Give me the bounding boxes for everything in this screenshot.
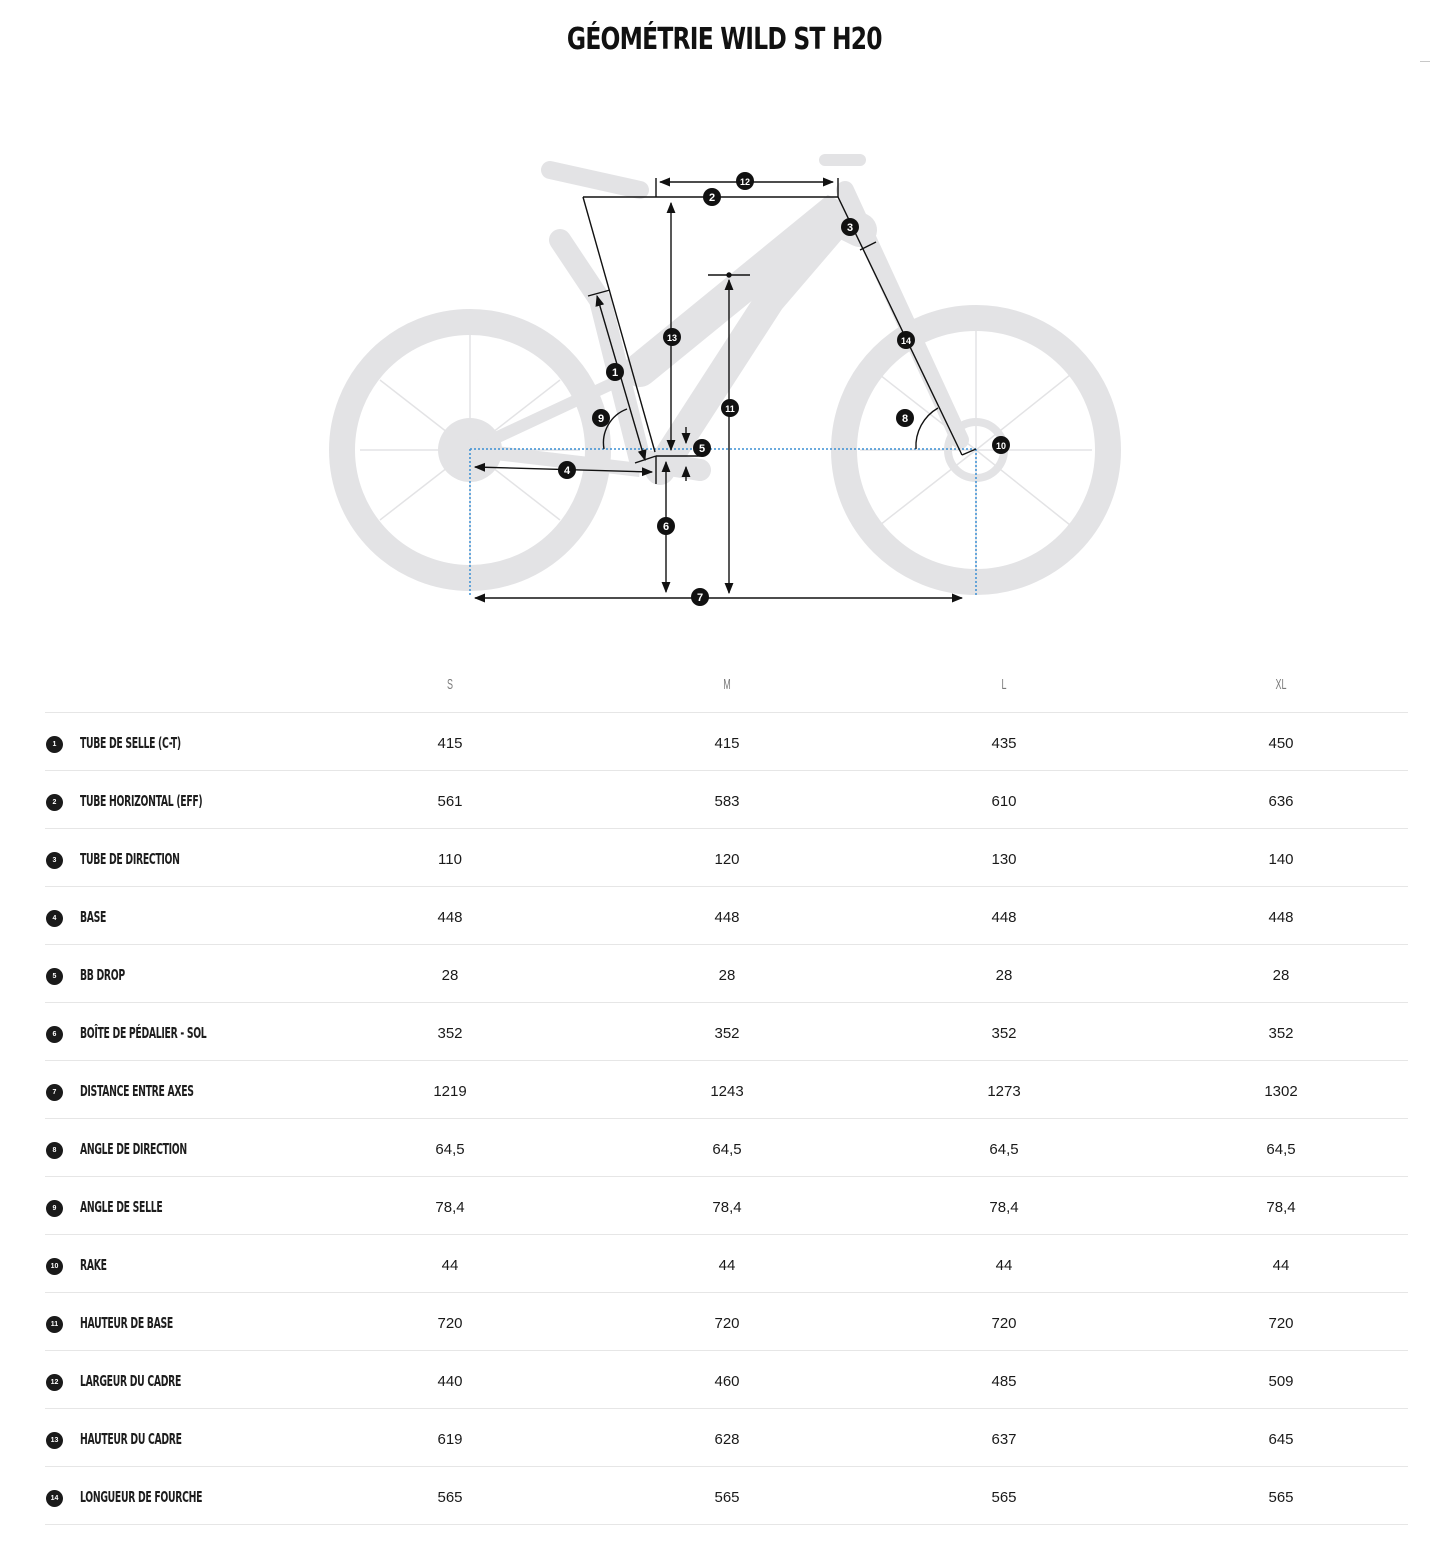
cell-value: 64,5: [435, 1141, 465, 1158]
number-badge: 12: [46, 1374, 63, 1391]
cell-value: 448: [991, 909, 1017, 926]
table-row: [45, 887, 1408, 945]
number-badge: 6: [46, 1026, 63, 1043]
cell-value: 460: [714, 1373, 740, 1390]
table-row: [45, 1177, 1408, 1235]
table-row: [45, 1409, 1408, 1467]
number-badge: 3: [46, 852, 63, 869]
measurement-label: HAUTEUR DU CADRE: [80, 1430, 182, 1448]
size-header-m: M: [723, 676, 731, 693]
table-row: [45, 713, 1408, 771]
callout-10: [992, 436, 1010, 454]
number-badge: 5: [46, 968, 63, 985]
cell-value: 44: [995, 1257, 1013, 1274]
cell-value: 120: [714, 851, 740, 868]
table-row: [45, 1235, 1408, 1293]
callout-14: [897, 331, 915, 349]
svg-text:4: 4: [563, 465, 571, 477]
cell-value: 610: [991, 793, 1017, 810]
callout-9: [592, 409, 610, 427]
size-header-xl: XL: [1275, 676, 1287, 693]
cell-value: 28: [718, 967, 736, 984]
number-badge: 2: [46, 794, 63, 811]
size-header-l: L: [1001, 676, 1007, 693]
callout-5: [693, 439, 711, 457]
svg-text:7: 7: [696, 592, 704, 604]
callout-12: [736, 172, 754, 190]
table-row: [45, 1293, 1408, 1351]
callout-2: [703, 188, 721, 206]
cell-value: 565: [437, 1489, 463, 1506]
table-row: [45, 1467, 1408, 1525]
svg-text:1: 1: [611, 367, 619, 379]
table-row: [45, 1061, 1408, 1119]
bike-silhouette: [342, 160, 1108, 582]
cell-value: 1219: [433, 1083, 467, 1100]
measurement-label: HAUTEUR DE BASE: [80, 1314, 173, 1332]
cell-value: 485: [991, 1373, 1017, 1390]
cell-value: 1273: [987, 1083, 1021, 1100]
number-badge: 1: [46, 736, 63, 753]
size-header-s: S: [446, 676, 453, 693]
cell-value: 448: [1268, 909, 1294, 926]
cell-value: 415: [714, 735, 740, 752]
cell-value: 28: [441, 967, 459, 984]
svg-text:13: 13: [666, 333, 678, 343]
cell-value: 352: [437, 1025, 463, 1042]
callout-6: [657, 517, 675, 535]
svg-text:14: 14: [900, 336, 912, 346]
table-header: [45, 662, 1408, 713]
cell-value: 78,4: [1266, 1199, 1296, 1216]
measurement-label: ANGLE DE SELLE: [80, 1198, 163, 1216]
page-title: GÉOMÉTRIE WILD ST H20: [566, 22, 882, 57]
svg-text:12: 12: [739, 177, 751, 187]
geometry-diagram: [0, 0, 1450, 640]
cell-value: 78,4: [435, 1199, 465, 1216]
callout-11: [721, 399, 739, 417]
cell-value: 720: [437, 1315, 463, 1332]
cell-value: 450: [1268, 735, 1294, 752]
number-badge: 7: [46, 1084, 63, 1101]
cell-value: 637: [991, 1431, 1017, 1448]
cell-value: 440: [437, 1373, 463, 1390]
measurement-label: LONGUEUR DE FOURCHE: [80, 1488, 203, 1506]
cell-value: 565: [991, 1489, 1017, 1506]
table-row: [45, 1119, 1408, 1177]
cell-value: 78,4: [989, 1199, 1019, 1216]
cell-value: 720: [714, 1315, 740, 1332]
callout-4: [558, 461, 576, 479]
number-badge: 4: [46, 910, 63, 927]
svg-text:8: 8: [901, 413, 909, 425]
measurement-label: BB DROP: [80, 966, 125, 984]
measurement-label: LARGEUR DU CADRE: [80, 1372, 182, 1390]
svg-text:9: 9: [597, 413, 605, 425]
callout-8: [896, 409, 914, 427]
cell-value: 44: [1272, 1257, 1290, 1274]
number-badge: 13: [46, 1432, 63, 1449]
measurement-label: BASE: [80, 908, 107, 926]
cell-value: 645: [1268, 1431, 1294, 1448]
svg-text:3: 3: [846, 222, 854, 234]
cell-value: 583: [714, 793, 740, 810]
cell-value: 140: [1268, 851, 1294, 868]
cell-value: 64,5: [1266, 1141, 1296, 1158]
geometry-table: [45, 662, 1408, 1525]
callout-13: [663, 328, 681, 346]
cell-value: 352: [714, 1025, 740, 1042]
cell-value: 565: [1268, 1489, 1294, 1506]
measurement-label: RAKE: [80, 1256, 107, 1274]
svg-text:10: 10: [995, 441, 1007, 451]
cell-value: 130: [991, 851, 1017, 868]
cell-value: 352: [991, 1025, 1017, 1042]
table-row: [45, 829, 1408, 887]
cell-value: 448: [714, 909, 740, 926]
cell-value: 435: [991, 735, 1017, 752]
cell-value: 415: [437, 735, 463, 752]
callout-7: [691, 588, 709, 606]
cell-value: 1243: [710, 1083, 744, 1100]
svg-text:6: 6: [662, 521, 670, 533]
cell-value: 448: [437, 909, 463, 926]
table-row: [45, 771, 1408, 829]
cell-value: 636: [1268, 793, 1294, 810]
table-row: [45, 1003, 1408, 1061]
number-badge: 9: [46, 1200, 63, 1217]
measurement-label: ANGLE DE DIRECTION: [80, 1140, 187, 1158]
measurement-label: BOÎTE DE PÉDALIER - SOL: [80, 1024, 207, 1042]
cell-value: 720: [991, 1315, 1017, 1332]
cell-value: 720: [1268, 1315, 1294, 1332]
table-row: [45, 1351, 1408, 1409]
measurement-label: DISTANCE ENTRE AXES: [80, 1082, 194, 1100]
cell-value: 44: [441, 1257, 459, 1274]
svg-text:2: 2: [708, 192, 716, 204]
cell-value: 64,5: [989, 1141, 1019, 1158]
measurement-label: TUBE DE SELLE (C-T): [80, 734, 181, 752]
cell-value: 78,4: [712, 1199, 742, 1216]
cell-value: 44: [718, 1257, 736, 1274]
cell-value: 28: [995, 967, 1013, 984]
cell-value: 110: [438, 851, 462, 868]
cell-value: 628: [714, 1431, 740, 1448]
cell-value: 64,5: [712, 1141, 742, 1158]
number-badge: 14: [46, 1490, 63, 1507]
number-badge: 11: [46, 1316, 63, 1333]
measurement-label: TUBE HORIZONTAL (EFF): [80, 792, 203, 810]
cell-value: 1302: [1264, 1083, 1298, 1100]
cell-value: 28: [1272, 967, 1290, 984]
cell-value: 565: [714, 1489, 740, 1506]
cell-value: 619: [437, 1431, 463, 1448]
number-badge: 10: [46, 1258, 63, 1275]
svg-text:5: 5: [698, 443, 706, 455]
table-row: [45, 945, 1408, 1003]
cell-value: 509: [1268, 1373, 1294, 1390]
callout-3: [841, 218, 859, 236]
measurement-label: TUBE DE DIRECTION: [80, 850, 180, 868]
number-badge: 8: [46, 1142, 63, 1159]
callout-1: [606, 363, 624, 381]
cell-value: 352: [1268, 1025, 1294, 1042]
cell-value: 561: [437, 793, 463, 810]
svg-text:11: 11: [725, 404, 735, 414]
